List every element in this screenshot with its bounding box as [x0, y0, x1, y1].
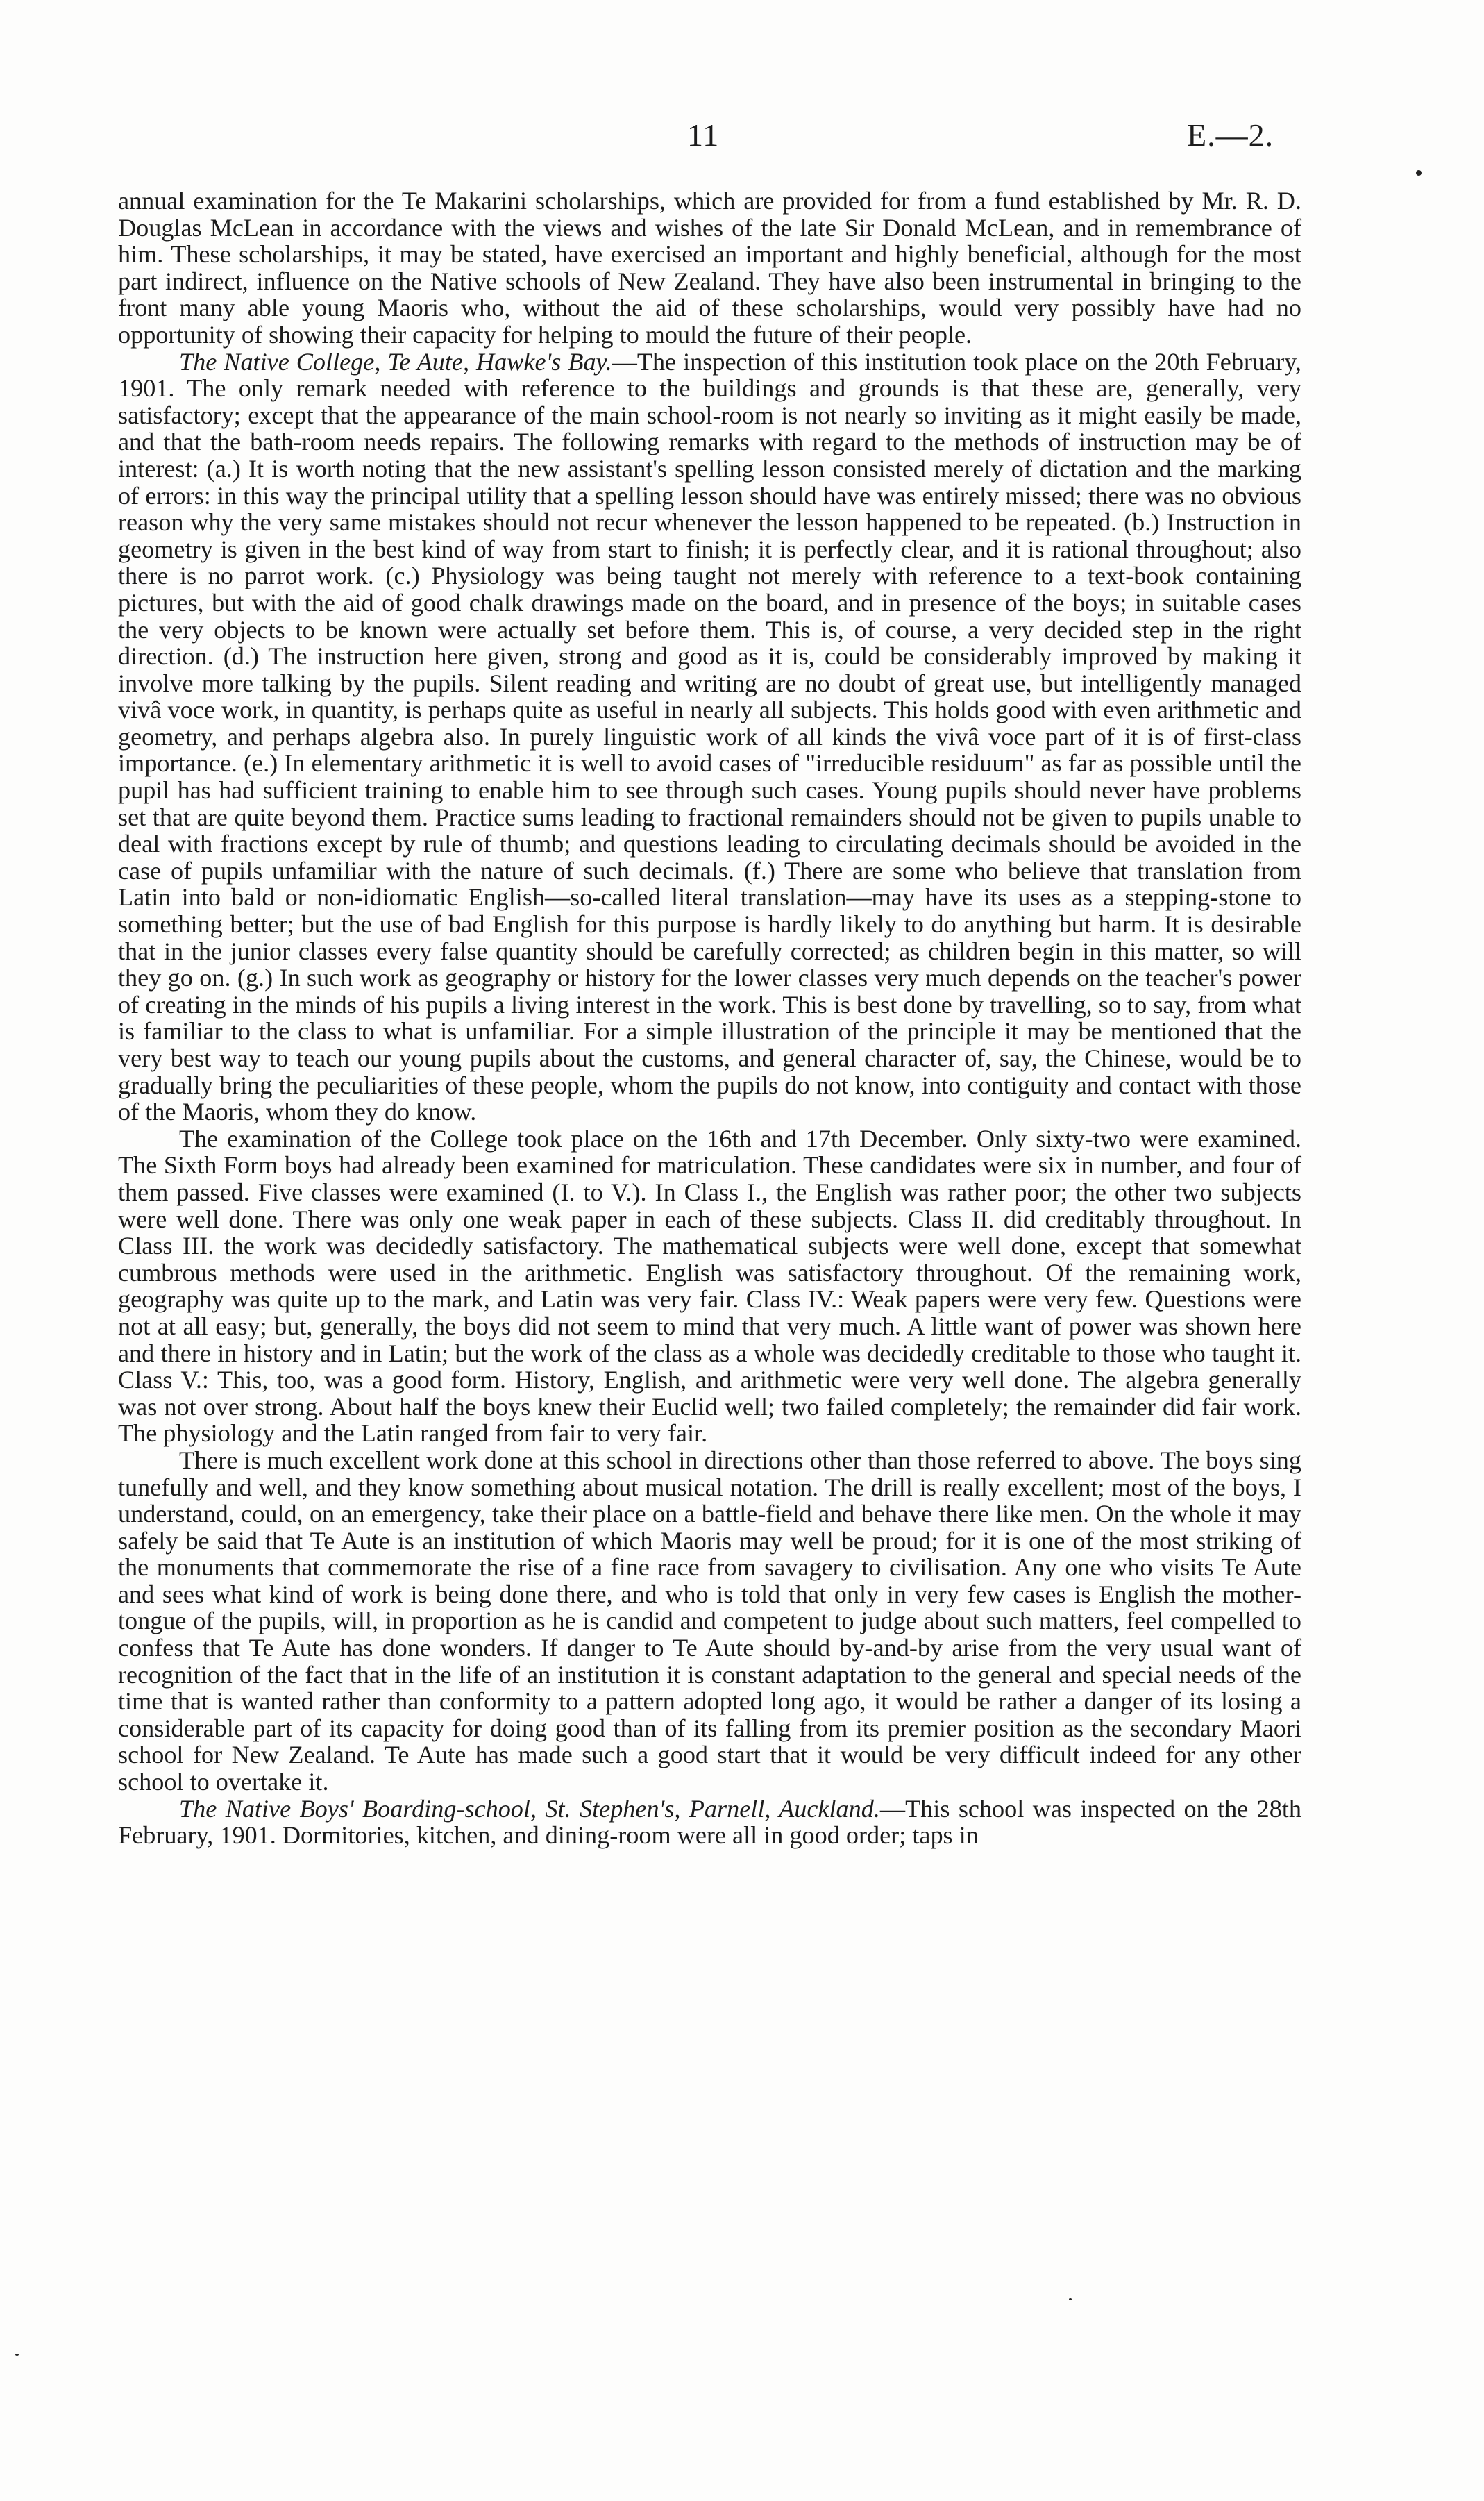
section-heading-st-stephens: The Native Boys' Boarding-school, St. Stephen's, Parnell, Auckland.	[179, 1794, 880, 1823]
paragraph-st-stephens	[118, 1796, 1301, 1849]
paragraph-text: There is much excellent work done at this school in directions other than those referred to above. The boys sing tunefully and well, and they know something about musical notation. The drill is really excellent; most of the boys, I understand, could, on an emergency, take their place on a battle-field and behave there like men. On the whole it may safely be said that Te Aute is an institution of which Maoris may well be proud; for it is one of the most striking of the monuments that commemorate the rise of a fine race from savagery to civilisation. Any one who visits Te Aute and sees what kind of work is being done there, and who is told that only in very few cases is English the mother-tongue of the pupils, will, in proportion as he is candid and competent to judge about such matters, feel compelled to confess that Te Aute has done wonders. If danger to Te Aute should by-and-by arise from the very usual want of recognition of the fact that in the life of an institution it is constant adaptation to the general and special needs of the time that is wanted rather than conformity to a pattern adopted long ago, it would be rather a danger of its losing a considerable part of its capacity for doing good than of its falling from its premier position as the secondary Maori school for New Zealand. Te Aute has made such a good start that it would be very difficult indeed for any other school to overtake it.	[118, 1446, 1301, 1796]
page-number: 11	[687, 117, 720, 153]
scan-speck	[1416, 170, 1422, 176]
paragraph-te-aute-inspection	[118, 349, 1301, 1126]
scan-speck	[1069, 2298, 1072, 2300]
body-text	[118, 187, 1301, 1849]
paragraph-text: annual examination for the Te Makarini scholarships, which are provided for from a fund established by Mr. R. D. Douglas McLean in accordance with the views and wishes of the late Sir Donald McLean, and in remembrance of him. These scholarships, it may be stated, have exercised an important and highly beneficial, although for the most part indirect, influence on the Native schools of New Zealand. They have also been instrumental in bringing to the front many able young Maoris who, without the aid of these scholarships, would very possibly have had no opportunity of showing their capacity for helping to mould the future of their people.	[118, 187, 1301, 349]
page-header	[0, 117, 1484, 165]
paragraph-text: —This school was inspected on the 28th February, 1901. Dormitories, kitchen, and dining-room were all in good order; taps in	[118, 1794, 1302, 1850]
paragraph-text: —The inspection of this institution took place on the 20th February, 1901. The only remark needed with reference to the buildings and grounds is that these are, generally, very satisfactory; except that the appearance of the main school-room is not nearly so inviting as it might easily be made, and that the bath-room needs repairs. The following remarks with regard to the methods of instruction may be of interest: (a.) It is worth noting that the new assistant's spelling lesson consisted merely of dictation and the marking of errors: in this way the principal utility that a spelling lesson should have was entirely missed; there was no obvious reason why the very same mistakes should not recur whenever the lesson happened to be repeated. (b.) Instruction in geometry is given in the best kind of way from start to finish; it is perfectly clear, and it is rational throughout; also there is no parrot work. (c.) Physiology was being taught not merely with reference to a text-book containing pictures, but with the aid of good chalk drawings made on the board, and in presence of the boys; in suitable cases the very objects to be known were actually set before them. This is, of course, a very decided step in the right direction. (d.) The instruction here given, strong and good as it is, could be considerably improved by making it involve more talking by the pupils. Silent reading and writing are no doubt of great use, but intelligently managed vivâ voce work, in quantity, is perhaps quite as useful in nearly all subjects. This holds good with even arithmetic and geometry, and perhaps algebra also. In purely linguistic work of all kinds the vivâ voce part of it is of first-class importance. (e.) In elementary arithmetic it is well to avoid cases of "irreducible residuum" as far as possible until the pupil has had sufficient training to enable him to see through such cases. Young pupils should never have problems set that are quite beyond them. Practice sums leading to fractional remainders should not be given to pupils unable to deal with fractions except by rule of thumb; and questions leading to circulating decimals should be avoided in the case of pupils unfamiliar with the nature of such decimals. (f.) There are some who believe that translation from Latin into bald or non-idiomatic English—so-called literal translation—may have its uses as a stepping-stone to something better; but the use of bad English for this purpose is hardly likely to do anything but harm. It is desirable that in the junior classes every false quantity should be carefully corrected; as children begin in this matter, so will they go on. (g.) In such work as geography or history for the lower classes very much depends on the teacher's power of creating in the minds of his pupils a living interest in the work. This is best done by travelling, so to say, from what is familiar to the class to what is unfamiliar. For a simple illustration of the principle it may be mentioned that the very best way to teach our young pupils about the customs, and general character of, say, the Chinese, would be to gradually bring the peculiarities of these people, whom the pupils do not know, into contiguity and contact with those of the Maoris, whom they do know.	[118, 347, 1301, 1126]
paragraph-te-makarini	[118, 187, 1301, 349]
scan-speck	[15, 2354, 19, 2356]
document-reference: E.—2.	[1187, 117, 1274, 153]
paragraph-excellent-work	[118, 1447, 1301, 1796]
section-heading-te-aute: The Native College, Te Aute, Hawke's Bay.	[179, 347, 612, 376]
paragraph-text: The examination of the College took place on the 16th and 17th December. Only sixty-two were examined. The Sixth Form boys had already been examined for matriculation. These candidates were six in number, and four of them passed. Five classes were examined (I. to V.). In Class I., the English was rather poor; the other two subjects were well done. There was only one weak paper in each of these subjects. Class II. did creditably throughout. In Class III. the work was decidedly satisfactory. The mathematical subjects were well done, except that somewhat cumbrous methods were used in the arithmetic. English was satisfactory throughout. Of the remaining work, geography was quite up to the mark, and Latin was very fair. Class IV.: Weak papers were very few. Questions were not at all easy; but, generally, the boys did not seem to mind that very much. A little want of power was shown here and there in history and in Latin; but the work of the class as a whole was decidedly creditable to those who taught it. Class V.: This, too, was a good form. History, English, and arithmetic were very well done. The algebra generally was not over strong. About half the boys knew their Euclid well; two failed completely; the remainder did fair work. The physiology and the Latin ranged from fair to very fair.	[118, 1124, 1301, 1448]
paragraph-college-examination	[118, 1126, 1301, 1447]
